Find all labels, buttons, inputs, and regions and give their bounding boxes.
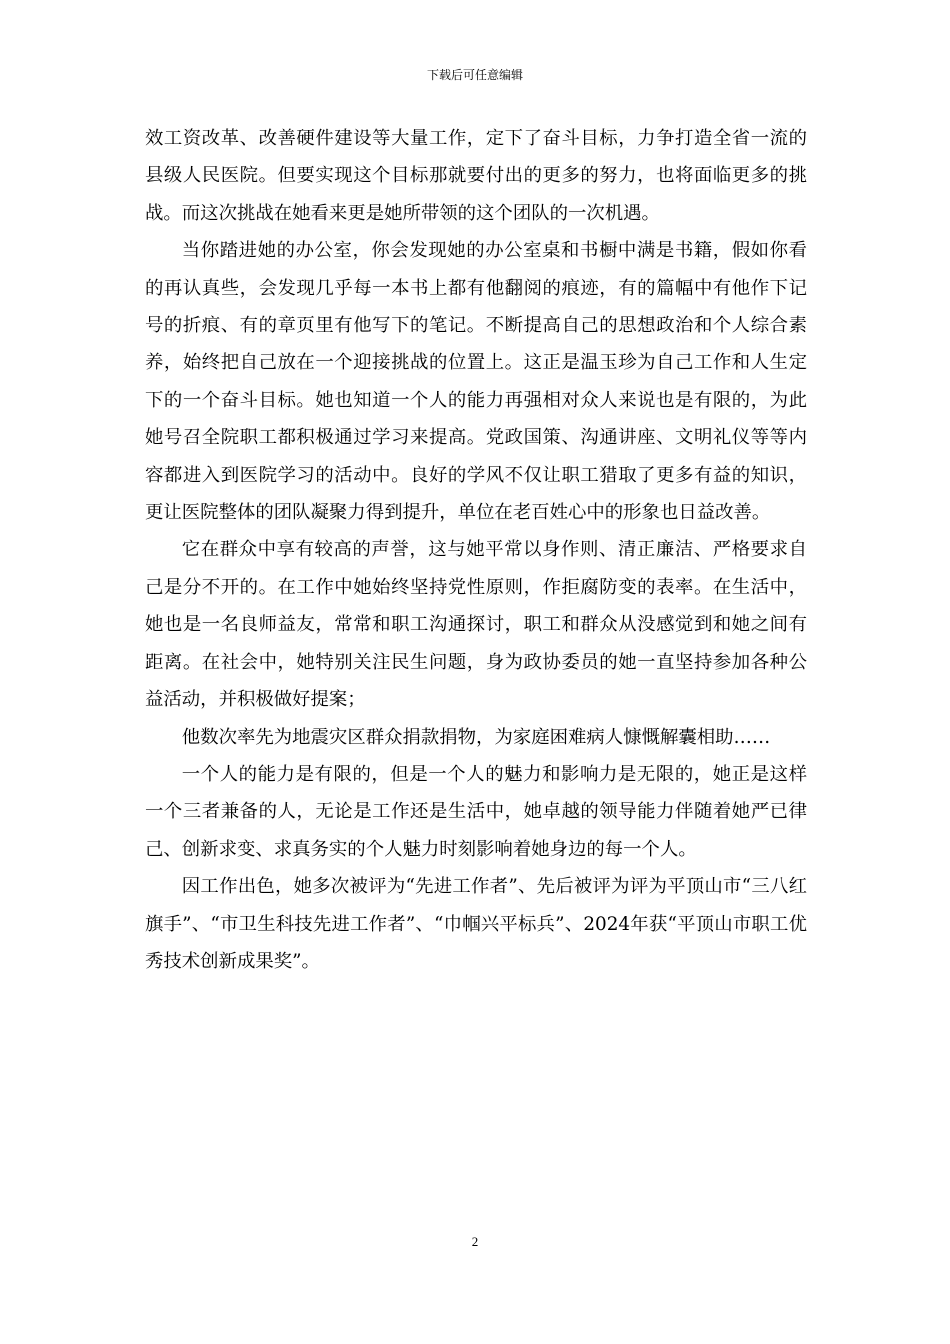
paragraph-1: 效工资改革、改善硬件建设等大量工作，定下了奋斗目标，力争打造全省一流的县级人民医院。但要实现这个目标那就要付出的更多的努力，也将面临更多的挑战。而这次挑战在她看来更是她所带领的这个团队的一次机遇。 xyxy=(145,128,807,224)
page-footer xyxy=(0,1234,950,1250)
paragraph-5: 一个人的能力是有限的，但是一个人的魅力和影响力是无限的，她正是这样一个三者兼备的人，无论是工作还是生活中，她卓越的领导能力伴随着她严已律己、创新求变、求真务实的个人魅力时刻影响着她身边的每一个人。 xyxy=(145,763,807,860)
paragraph-3: 它在群众中享有较高的声誉，这与她平常以身作则、清正廉洁、严格要求自己是分不开的。在工作中她始终坚持党性原则，作拒腐防变的表率。在生活中，她也是一名良师益友，常常和职工沟通探讨，职工和群众从没感觉到和她之间有距离。在社会中，她特别关注民生问题，身为政协委员的她一直坚持参加各种公益活动，并积极做好提案； xyxy=(145,539,807,711)
paragraph-2: 当你踏进她的办公室，你会发现她的办公室桌和书橱中满是书籍，假如你看的再认真些，会发现几乎每一本书上都有他翻阅的痕迹，有的篇幅中有他作下记号的折痕、有的章页里有他写下的笔记。不断提高自己的思想政治和个人综合素养，始终把自己放在一个迎接挑战的位置上。这正是温玉珍为自己工作和人生定下的一个奋斗目标。她也知道一个人的能力再强相对众人来说也是有限的，为此她号召全院职工都积极通过学习来提高。党政国策、沟通讲座、文明礼仪等等内容都进入到医院学习的活动中。良好的学风不仅让职工猎取了更多有益的知识，更让医院整体的团队凝聚力得到提升，单位在老百姓心中的形象也日益改善。 xyxy=(145,240,807,524)
paragraph-6: 因工作出色，她多次被评为“先进工作者”、先后被评为评为平顶山市“三八红旗手”、“市卫生科技先进工作者”、“巾帼兴平标兵”、2024年获“平顶山市职工优秀技术创新成果奖”。 xyxy=(145,876,807,972)
page-number: 2 xyxy=(471,1234,479,1249)
paragraph-4: 他数次率先为地震灾区群众捐款捐物，为家庭困难病人慷慨解囊相助…… xyxy=(181,726,771,748)
page-header xyxy=(0,68,950,82)
header-text: 下载后可任意编辑 xyxy=(426,68,523,82)
document-body xyxy=(145,120,807,980)
